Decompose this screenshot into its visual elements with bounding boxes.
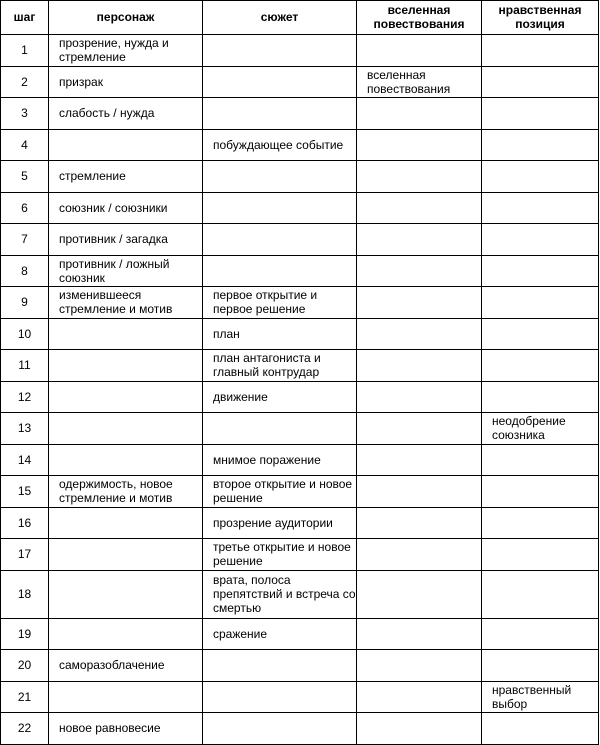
character-cell: новое равновесие bbox=[49, 713, 203, 745]
character-cell: призрак bbox=[49, 66, 203, 98]
plot-cell bbox=[203, 713, 357, 745]
universe-cell bbox=[357, 35, 482, 67]
plot-cell: план bbox=[203, 318, 357, 350]
step-cell: 15 bbox=[1, 476, 49, 508]
table-row bbox=[1, 570, 599, 618]
step-cell: 9 bbox=[1, 287, 49, 319]
table-row bbox=[1, 381, 599, 413]
step-cell: 19 bbox=[1, 618, 49, 650]
plot-cell bbox=[203, 681, 357, 713]
step-cell: 14 bbox=[1, 444, 49, 476]
step-cell: 5 bbox=[1, 161, 49, 193]
universe-cell bbox=[357, 681, 482, 713]
moral-cell bbox=[482, 713, 599, 745]
table-row bbox=[1, 507, 599, 539]
universe-cell bbox=[357, 444, 482, 476]
character-cell bbox=[49, 539, 203, 571]
universe-cell bbox=[357, 413, 482, 445]
character-cell: прозрение, нужда и стремление bbox=[49, 35, 203, 67]
character-cell bbox=[49, 129, 203, 161]
table-row bbox=[1, 650, 599, 682]
plot-cell: движение bbox=[203, 381, 357, 413]
header-step: шаг bbox=[1, 1, 49, 35]
step-cell: 13 bbox=[1, 413, 49, 445]
header-universe: вселенная повествования bbox=[357, 1, 482, 35]
table-row bbox=[1, 98, 599, 130]
moral-cell bbox=[482, 287, 599, 319]
step-cell: 11 bbox=[1, 350, 49, 382]
table-row bbox=[1, 255, 599, 287]
plot-cell: план антагониста и главный контрудар bbox=[203, 350, 357, 382]
plot-cell: второе открытие и новое решение bbox=[203, 476, 357, 508]
step-cell: 18 bbox=[1, 570, 49, 618]
plot-cell bbox=[203, 98, 357, 130]
table-row bbox=[1, 318, 599, 350]
plot-cell: первое открытие и первое решение bbox=[203, 287, 357, 319]
universe-cell bbox=[357, 507, 482, 539]
step-cell: 6 bbox=[1, 192, 49, 224]
universe-cell bbox=[357, 192, 482, 224]
header-character: персонаж bbox=[49, 1, 203, 35]
universe-cell bbox=[357, 129, 482, 161]
plot-cell: мнимое поражение bbox=[203, 444, 357, 476]
plot-cell bbox=[203, 650, 357, 682]
moral-cell bbox=[482, 618, 599, 650]
table-row bbox=[1, 713, 599, 745]
universe-cell bbox=[357, 98, 482, 130]
step-cell: 1 bbox=[1, 35, 49, 67]
moral-cell bbox=[482, 507, 599, 539]
table-row bbox=[1, 161, 599, 193]
moral-cell bbox=[482, 539, 599, 571]
table-row bbox=[1, 413, 599, 445]
table-row bbox=[1, 444, 599, 476]
moral-cell bbox=[482, 161, 599, 193]
universe-cell bbox=[357, 318, 482, 350]
character-cell: саморазоблачение bbox=[49, 650, 203, 682]
table-row bbox=[1, 681, 599, 713]
moral-cell bbox=[482, 476, 599, 508]
header-moral: нравственная позиция bbox=[482, 1, 599, 35]
table-row bbox=[1, 476, 599, 508]
table-row bbox=[1, 287, 599, 319]
character-cell bbox=[49, 570, 203, 618]
step-cell: 20 bbox=[1, 650, 49, 682]
step-cell: 16 bbox=[1, 507, 49, 539]
plot-cell bbox=[203, 255, 357, 287]
plot-cell: третье открытие и новое решение bbox=[203, 539, 357, 571]
step-cell: 17 bbox=[1, 539, 49, 571]
character-cell bbox=[49, 444, 203, 476]
table-row bbox=[1, 350, 599, 382]
universe-cell bbox=[357, 570, 482, 618]
step-cell: 7 bbox=[1, 224, 49, 256]
table-row bbox=[1, 66, 599, 98]
step-cell: 22 bbox=[1, 713, 49, 745]
moral-cell bbox=[482, 129, 599, 161]
table-row bbox=[1, 129, 599, 161]
plot-cell bbox=[203, 192, 357, 224]
moral-cell bbox=[482, 381, 599, 413]
character-cell bbox=[49, 381, 203, 413]
universe-cell: вселенная повествования bbox=[357, 66, 482, 98]
universe-cell bbox=[357, 350, 482, 382]
plot-cell: прозрение аудитории bbox=[203, 507, 357, 539]
step-cell: 4 bbox=[1, 129, 49, 161]
character-cell bbox=[49, 507, 203, 539]
universe-cell bbox=[357, 476, 482, 508]
moral-cell bbox=[482, 66, 599, 98]
character-cell: одержимость, новое стремление и мотив bbox=[49, 476, 203, 508]
character-cell bbox=[49, 318, 203, 350]
character-cell: противник / ложный союзник bbox=[49, 255, 203, 287]
plot-cell: врата, полоса препятствий и встреча со смертью bbox=[203, 570, 357, 618]
character-cell: стремление bbox=[49, 161, 203, 193]
plot-cell bbox=[203, 35, 357, 67]
moral-cell bbox=[482, 570, 599, 618]
universe-cell bbox=[357, 255, 482, 287]
plot-cell bbox=[203, 224, 357, 256]
character-cell: союзник / союзники bbox=[49, 192, 203, 224]
universe-cell bbox=[357, 161, 482, 193]
header-plot: сюжет bbox=[203, 1, 357, 35]
moral-cell bbox=[482, 650, 599, 682]
character-cell bbox=[49, 618, 203, 650]
moral-cell bbox=[482, 98, 599, 130]
step-cell: 12 bbox=[1, 381, 49, 413]
moral-cell bbox=[482, 224, 599, 256]
character-cell bbox=[49, 681, 203, 713]
moral-cell bbox=[482, 255, 599, 287]
step-cell: 8 bbox=[1, 255, 49, 287]
character-cell bbox=[49, 350, 203, 382]
plot-cell: побуждающее событие bbox=[203, 129, 357, 161]
moral-cell bbox=[482, 35, 599, 67]
moral-cell bbox=[482, 350, 599, 382]
step-cell: 10 bbox=[1, 318, 49, 350]
step-cell: 3 bbox=[1, 98, 49, 130]
table-row bbox=[1, 539, 599, 571]
header-row bbox=[1, 1, 599, 35]
plot-cell bbox=[203, 66, 357, 98]
universe-cell bbox=[357, 224, 482, 256]
plot-cell: сражение bbox=[203, 618, 357, 650]
universe-cell bbox=[357, 381, 482, 413]
universe-cell bbox=[357, 650, 482, 682]
character-cell: противник / загадка bbox=[49, 224, 203, 256]
moral-cell bbox=[482, 192, 599, 224]
table-row bbox=[1, 192, 599, 224]
universe-cell bbox=[357, 618, 482, 650]
universe-cell bbox=[357, 713, 482, 745]
plot-cell bbox=[203, 413, 357, 445]
universe-cell bbox=[357, 287, 482, 319]
table-row bbox=[1, 35, 599, 67]
step-cell: 21 bbox=[1, 681, 49, 713]
step-cell: 2 bbox=[1, 66, 49, 98]
plot-cell bbox=[203, 161, 357, 193]
moral-cell: неодобрение союзника bbox=[482, 413, 599, 445]
moral-cell bbox=[482, 444, 599, 476]
character-cell: слабость / нужда bbox=[49, 98, 203, 130]
character-cell: изменившееся стремление и мотив bbox=[49, 287, 203, 319]
table-row bbox=[1, 224, 599, 256]
universe-cell bbox=[357, 539, 482, 571]
moral-cell: нравственный выбор bbox=[482, 681, 599, 713]
table-row bbox=[1, 618, 599, 650]
character-cell bbox=[49, 413, 203, 445]
moral-cell bbox=[482, 318, 599, 350]
